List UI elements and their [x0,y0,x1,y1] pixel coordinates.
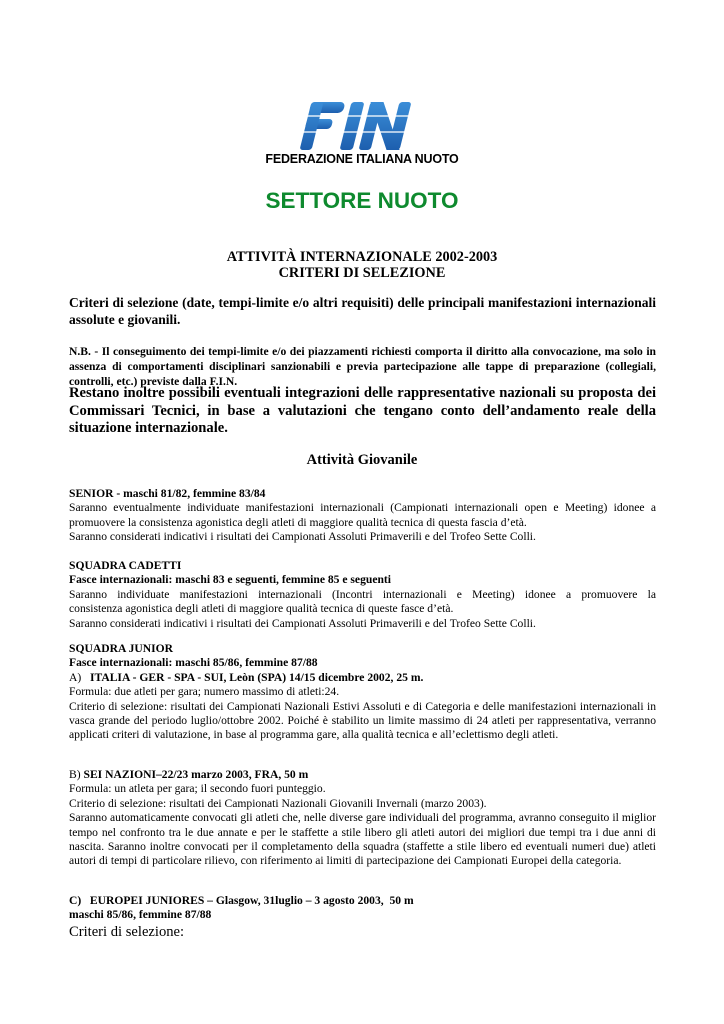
nazioni-testo: Saranno automaticamente convocati gli atleti che, nelle diverse gare individuali del programma, avranno conseguito il miglior tempo nel confronto tra le due annate e per le staffette a stile libero gli atleti autori dei migliori due tempi tra i due anni di nascita. Saranno inoltre convocati per il completamento della squadra (staffette a stile libero ed eventuali numeri due) atleti autori di tempi di particolare rilievo, con riferimento ai limiti di partecipazione dei Campionati Europei della categoria. [69,811,656,868]
logo-subtitle: FEDERAZIONE ITALIANA NUOTO [265,152,459,166]
europei-criteri: Criteri di selezione: [69,923,185,940]
document-heading: ATTIVITÀ INTERNAZIONALE 2002-2003 [226,249,498,265]
fin-logo [296,100,422,152]
cadetti-title: SQUADRA CADETTI [69,559,182,572]
junior-section [69,642,656,743]
senior-title: SENIOR - maschi 81/82, femmine 83/84 [69,487,266,500]
europei-title: C) EUROPEI JUNIORES – Glasgow, 31luglio – 3 agosto 2003, 50 m [69,894,414,907]
nazioni-section [69,768,656,869]
nazioni-criterio: Criterio di selezione: risultati dei Campionati Nazionali Giovanili Invernali (marzo 2003). [69,796,487,810]
senior-line: Saranno eventualmente individuate manifestazioni internazionali (Campionati internazionali open e Meeting) idonee a [69,501,656,515]
nazioni-formula: Formula: un atleta per gara; il secondo fuori punteggio. [69,782,326,796]
event-a-prefix: A) [69,670,90,684]
cadetti-subtitle: Fasce internazionali: maschi 83 e seguenti, femmine 85 e seguenti [69,573,391,587]
document-subheading: CRITERI DI SELEZIONE [278,265,446,281]
junior-subtitle: Fasce internazionali: maschi 85/86, femmine 87/88 [69,656,318,670]
europei-section [69,894,656,941]
cadetti-line: consistenza agonistica degli atleti di maggiore qualità tecnica di queste fasce d’età. [69,602,454,616]
europei-subtitle: maschi 85/86, femmine 87/88 [69,908,212,922]
senior-line: Saranno considerati indicativi i risultati dei Campionati Assoluti Primaverili e del Trofeo Sette Colli. [69,530,536,544]
intro-paragraph: Criteri di selezione (date, tempi-limite e/o altri requisiti) delle principali manifestazioni internazionali assolute e giovanili. [69,295,656,327]
section-title: SETTORE NUOTO [265,188,459,213]
attivita-giovanile-heading: Attività Giovanile [306,452,418,468]
nazioni-event-b [69,768,656,782]
event-b-prefix: B) [69,768,84,781]
cadetti-line: Saranno considerati indicativi i risultati dei Campionati Assoluti Primaverili e del Trofeo Sette Colli. [69,616,536,630]
restano-paragraph: Restano inoltre possibili eventuali integrazioni delle rappresentative nazionali su proposta dei Commissari Tecnici, in base a valutazioni che tengano conto dell’andamento reale della situazione internazionale. [69,385,656,436]
junior-event-a [69,671,656,685]
cadetti-section [69,559,656,631]
event-a-title: ITALIA - GER - SPA - SUI, Leòn (SPA) 14/15 dicembre 2002, 25 m. [89,670,424,684]
senior-line: promuovere la consistenza agonistica degli atleti di maggiore qualità tecnica di questa fascia d’età. [69,515,527,529]
cadetti-line: Saranno individuate manifestazioni internazionali (Incontri internazionali e Meeting) idonee a promuovere la [69,587,656,601]
senior-section [69,487,656,545]
junior-formula: Formula: due atleti per gara; numero massimo di atleti:24. [69,685,340,699]
event-b-title: SEI NAZIONI–22/23 marzo 2003, FRA, 50 m [83,768,309,781]
junior-title: SQUADRA JUNIOR [69,642,174,655]
junior-criterio: Criterio di selezione: risultati dei Campionati Nazionali Estivi Assoluti e di Categoria e delle manifestazioni internazionali in vasca grande del periodo luglio/ottobre 2002. Poiché è stabilito un limite massimo di 24 atleti per rappresentativa, verranno applicati criteri di valutazione, in base al programma gare, alla qualità tecnica e all’eclettismo degli atleti. [69,699,656,742]
nb-paragraph: N.B. - Il conseguimento dei tempi-limite e/o dei piazzamenti richiesti comporta il diritto alla convocazione, ma solo in assenza di comportamenti disciplinari sanzionabili e previa partecipazione alle tappe di preparazione (collegiali, controlli, etc.) previste dalla F.I.N. [69,345,656,388]
